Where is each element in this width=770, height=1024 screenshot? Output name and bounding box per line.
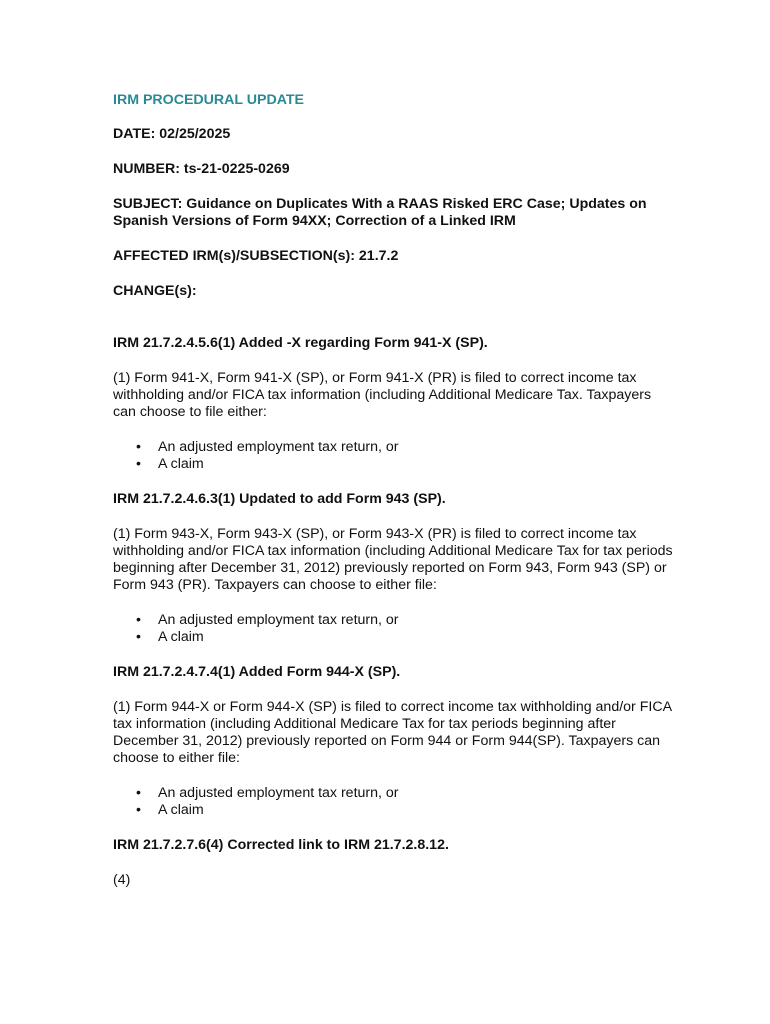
section-paragraph: (1) Form 943-X, Form 943-X (SP), or Form 943-X (PR) is filed to correct income tax withholding and/or FICA tax information (including Additional Medicare Tax for tax periods beginning after December 31, 2012) previously reported on Form 943, Form 943 (SP) or Form 943 (PR). Taxpayers can choose to either file: — [113, 526, 673, 593]
bullet-item: • An adjusted employment tax return, or — [113, 439, 673, 456]
bullet-item: • A claim — [113, 802, 673, 819]
section-paragraph: (1) Form 941-X, Form 941-X (SP), or Form 941-X (PR) is filed to correct income tax withholding and/or FICA tax information (including Additional Medicare Tax. Taxpayers can choose to file either: — [113, 370, 652, 420]
subject-line: SUBJECT: Guidance on Duplicates With a RAAS Risked ERC Case; Updates on Spanish Versions of Form 94XX; Correction of a Linked IRM — [113, 196, 647, 229]
bullet-item: • An adjusted employment tax return, or — [113, 612, 673, 629]
changes-label: CHANGE(s): — [113, 283, 197, 299]
document-title: IRM PROCEDURAL UPDATE — [113, 92, 305, 108]
bullet-item: • A claim — [113, 629, 673, 646]
section-heading: IRM 21.7.2.4.5.6(1) Added -X regarding Form 941-X (SP). — [113, 335, 488, 351]
section-heading: IRM 21.7.2.4.7.4(1) Added Form 944-X (SP). — [113, 664, 401, 680]
section-bullet-list — [113, 439, 673, 473]
document-page — [113, 92, 673, 889]
affected-line: AFFECTED IRM(s)/SUBSECTION(s): 21.7.2 — [113, 248, 399, 264]
section-paragraph: (1) Form 944-X or Form 944-X (SP) is filed to correct income tax withholding and/or FICA tax information (including Additional Medicare Tax for tax periods beginning after December 31, 2012) previously reported on Form 944 or Form 944(SP). Taxpayers can choose to either file: — [113, 699, 672, 766]
bullet-item: • An adjusted employment tax return, or — [113, 785, 673, 802]
bullet-item: • A claim — [113, 456, 673, 473]
date-line: DATE: 02/25/2025 — [113, 126, 231, 142]
number-line: NUMBER: ts-21-0225-0269 — [113, 161, 290, 177]
section-bullet-list — [113, 612, 673, 646]
section-heading: IRM 21.7.2.7.6(4) Corrected link to IRM 21.7.2.8.12. — [113, 837, 449, 853]
section-paragraph: (4) — [113, 872, 131, 888]
section-heading: IRM 21.7.2.4.6.3(1) Updated to add Form 943 (SP). — [113, 491, 446, 507]
section-bullet-list — [113, 785, 673, 819]
